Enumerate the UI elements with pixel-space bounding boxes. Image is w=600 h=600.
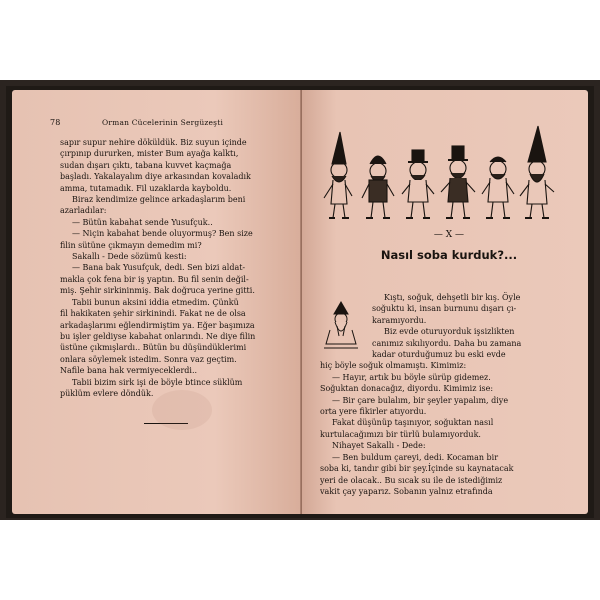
chapter-title: Nasıl soba kurduk?... bbox=[380, 248, 518, 262]
text-line: filin sütüne çıkmayın demedim mi? bbox=[60, 240, 202, 250]
text-line: sudan dışarı çıktı, tabana kuvvet kaçmağa bbox=[60, 160, 232, 170]
text-line: kurtulacağımızı bir türlü bulamıyorduk. bbox=[320, 429, 481, 439]
text-line: canımız sıkılıyordu. Daha bu zamana bbox=[372, 338, 522, 348]
text-line: orta yere fikirler atıyordu. bbox=[320, 407, 427, 417]
text-line: Soğuktan donacağız, diyordu. Kimimiz ise: bbox=[320, 384, 494, 394]
text-line: bu işler geldiyse kabahat onlarındı. Ne diye filin bbox=[60, 331, 256, 341]
text-line: karamıyordu. bbox=[372, 315, 427, 325]
text-line: vakit çay yaparız. Sobanın yalnız etrafında bbox=[320, 486, 493, 496]
running-head-title: Orman Cücelerinin Sergüzeşti bbox=[102, 118, 224, 127]
text-line: Biz evde oturuyorduk işsizlikten bbox=[384, 327, 515, 337]
right-page bbox=[302, 90, 588, 514]
text-line: Sakallı - Dede sözümü kesti: bbox=[72, 252, 187, 262]
gnome-figure-4 bbox=[441, 146, 475, 218]
text-line: soba ki, tandır gibi bir şey.İçinde su kaynatacak bbox=[320, 464, 514, 474]
text-line: Kıştı, soğuk, dehşetli bir kış. Öyle bbox=[384, 293, 521, 302]
gnome-figure-1 bbox=[324, 132, 352, 218]
text-line: püklüm evlere döndük. bbox=[60, 388, 154, 398]
gnome-figure-3 bbox=[402, 150, 434, 218]
text-line: — Ben buldum çareyi, dedi. Kocaman bir bbox=[332, 452, 499, 462]
gnomes-drawing bbox=[320, 118, 576, 228]
text-line: Fakat düşünüp taşınıyor, soğuktan nasıl bbox=[332, 418, 494, 428]
left-page-text bbox=[60, 137, 292, 399]
text-line: yeri de olacak.. Bu sıcak su ile de istediğimiz bbox=[320, 475, 503, 485]
text-line: — Bir çare bulalım, bir şeyler yapalım, diye bbox=[332, 395, 509, 405]
text-line: makla çok fena bir iş yaptın. Bu fil senin değil- bbox=[60, 274, 249, 284]
text-line: Biraz kendimize gelince arkadaşlarım beni bbox=[72, 195, 246, 205]
text-line: çırpınıp dururken, mister Bum ayağa kalktı, bbox=[60, 149, 239, 159]
chapter-number: — X — bbox=[433, 230, 465, 240]
gnome-figure-2 bbox=[362, 156, 394, 218]
text-line: fil hakikaten şehir sirkinindi. Fakat ne de olsa bbox=[60, 309, 246, 319]
text-line: hiç böyle soğuk olmamıştı. Kimimiz: bbox=[320, 361, 467, 371]
chapter-body bbox=[320, 292, 578, 497]
text-line: azarladılar: bbox=[60, 206, 107, 216]
left-running-head bbox=[50, 118, 292, 130]
text-line: onlara söylemek istedim. Sonra vaz geçtim. bbox=[60, 354, 237, 364]
bearded-gnome-illustration bbox=[320, 300, 362, 352]
text-line: — Bana bak Yusufçuk, dedi. Sen bizi aldat- bbox=[72, 263, 246, 273]
paper-stain bbox=[152, 390, 212, 430]
text-line: başladı. Yakalayalım diye arkasından kovaladık bbox=[60, 172, 251, 182]
text-line: soğuktu ki, insan burnunu dışarı çı- bbox=[372, 304, 517, 314]
text-line: arkadaşlarımı eğlendirmiştim ya. Eğer başımıza bbox=[60, 320, 255, 330]
text-line: üstüne çıkmışlardı.. Bütün bu düşündüklerimi bbox=[60, 343, 247, 353]
text-line: sapır supur nehire döküldük. Biz suyun içinde bbox=[60, 138, 247, 147]
text-line: Tabii bizim sirk işi de böyle btince süklüm bbox=[72, 377, 243, 387]
text-line: Nihayet Sakallı - Dede: bbox=[332, 441, 426, 451]
text-line: — Niçin kabahat bende oluyormuş? Ben size bbox=[72, 229, 253, 239]
left-page bbox=[12, 90, 302, 514]
gnome-figure-6 bbox=[520, 126, 554, 218]
six-gnomes-illustration bbox=[320, 118, 578, 228]
text-line: kadar oturduğumuz bu eski evde bbox=[372, 350, 506, 360]
text-line: Nafile bana hak vermiyeceklerdi.. bbox=[60, 366, 198, 376]
text-line: — Hayır, artık bu böyle sürüp gidemez. bbox=[332, 372, 491, 382]
gnome-figure-5 bbox=[482, 157, 514, 218]
text-line: — Bütün kabahat sende Yusufçuk.. bbox=[72, 217, 213, 227]
text-line: amma, tutamadık. Fil uzaklarda kayboldu. bbox=[60, 183, 232, 193]
text-line: miş. Şehir sirkininmiş. Bak doğruca yerine gitti. bbox=[60, 286, 255, 296]
text-line: Tabii bunun aksini iddia etmedim. Çünkü bbox=[72, 297, 239, 307]
page-number: 78 bbox=[50, 118, 61, 127]
